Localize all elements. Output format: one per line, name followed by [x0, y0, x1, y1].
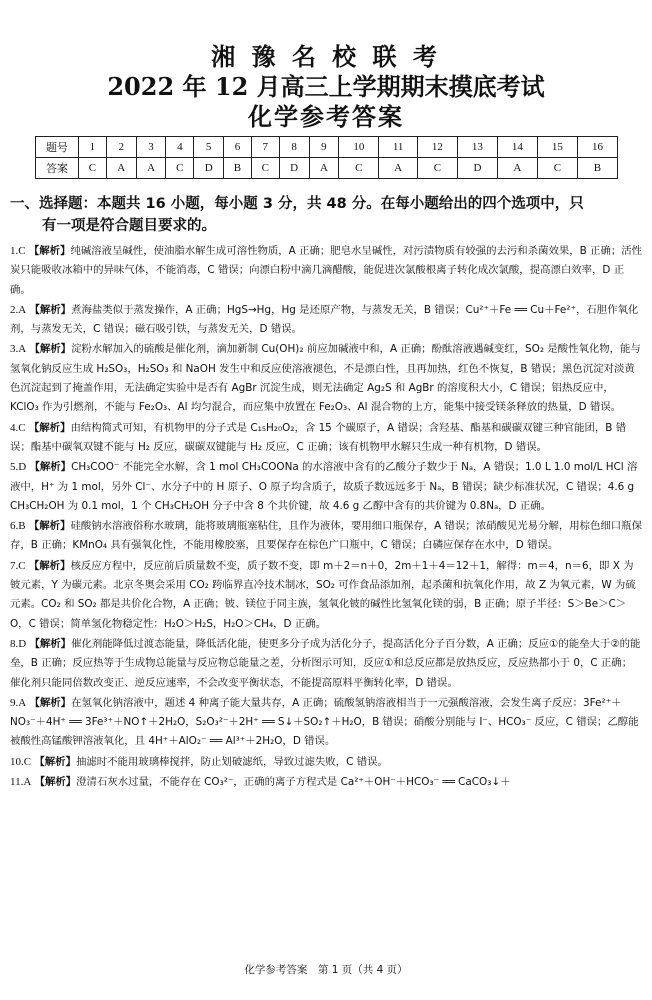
answer-cell: C	[339, 158, 379, 179]
question-number: 14	[497, 137, 537, 158]
question-number: 6	[224, 137, 252, 158]
explanation-item	[10, 753, 642, 772]
question-number-row	[36, 137, 618, 158]
item-number: 6.B	[10, 520, 26, 533]
explanation-item	[10, 419, 642, 458]
question-number: 4	[166, 137, 194, 158]
question-number: 1	[79, 137, 107, 158]
item-number: 10.C	[10, 755, 32, 768]
section-heading-line1: 一、选择题：本题共 16 小题，每小题 3 分，共 48 分。在每小题给出的四个选项中，只	[10, 196, 584, 212]
answer-cell: C	[166, 158, 194, 179]
answer-cell: A	[309, 158, 339, 179]
explanation-text: 煮海盐类似于蒸发操作，A 正确；HgS→Hg，Hg 是还原产物，与蒸发无关，B 错误；Cu²⁺＋Fe ══ Cu＋Fe²⁺，石胆作氧化剂，与蒸发无关，C 错误；磁石吸引铁，与蒸发无关，D 错误。	[10, 303, 639, 336]
answer-cell: A	[497, 158, 537, 179]
analysis-tag: 【解析】	[29, 696, 72, 709]
title-block	[0, 42, 652, 132]
analysis-tag: 【解析】	[28, 559, 71, 572]
section-heading-line2: 有一项是符合题目要求的。	[42, 218, 216, 234]
explanation-item	[10, 458, 642, 516]
answer-cell: C	[537, 158, 577, 179]
explanation-text: 纯碱溶液呈碱性，使油脂水解生成可溶性物质，A 正确；肥皂水呈碱性，对污渍物质有较强的去污和杀菌效果，B 正确；活性炭只能吸收冰箱中的异味气体，不能消毒，C 错误；向漂白粉中滴几滴醋酸，能促进次氯酸根离子转化成次氯酸，提高漂白效率，D 正确。	[10, 245, 643, 296]
row-label-question: 题号	[36, 137, 79, 158]
explanation-item	[10, 773, 642, 792]
answer-cell: C	[79, 158, 107, 179]
item-number: 8.D	[10, 637, 27, 650]
explanation-item	[10, 557, 642, 634]
row-label-answer: 答案	[36, 158, 79, 179]
item-number: 2.A	[10, 303, 27, 316]
explanation-text: 核反应方程中，反应前后质量数不变，质子数不变，即 m＋2＝n＋0，2m＋1＋4＝12＋1，解得：m＝4，n＝6，即 X 为铍元素，Y 为碳元素。北京冬奥会采用 CO₂ 跨临界直冷技术制冰，SO₂ 可作食品添加剂，起杀菌和抗氧化作用，故 Z 为氧元素，W 为硫元素。CO₂ 和 SO₂ 都是共价化合物，A 正确；铍、镁位于同主族，氢氧化铍的碱性比氢氧化镁的弱，B 正确；原子半径：S＞Be＞C＞O，C 错误；简单氢化物稳定性：H₂O＞H₂S，H₂O＞CH₄，D 正确。	[10, 559, 636, 630]
question-number: 9	[309, 137, 339, 158]
explanation-text: 抽滤时不能用玻璃棒搅拌，防止划破滤纸，导致过滤失败，C 错误。	[75, 755, 388, 768]
question-number: 10	[339, 137, 379, 158]
analysis-tag: 【解析】	[29, 637, 72, 650]
explanation-item	[10, 301, 642, 340]
answer-cell: A	[136, 158, 166, 179]
explanations	[10, 242, 642, 793]
item-number: 3.A	[10, 343, 27, 356]
question-number: 15	[537, 137, 577, 158]
analysis-tag: 【解析】	[28, 520, 71, 533]
question-number: 12	[417, 137, 457, 158]
explanation-text: 催化剂能降低过渡态能量，降低活化能，使更多分子成为活化分子，提高活化分子百分数，A 正确；反应①的能垒大于②的能垒，B 正确；反应热等于生成物总能量与反应物总能量之差，分析图示可知，反应①和总反应都是放热反应，反应热都小于 0，C 正确；催化剂只能同倍数改变正、逆反应速率，不会改变平衡状态，不能提高原料平衡转化率，D 错误。	[10, 637, 641, 689]
question-number: 16	[577, 137, 617, 158]
answer-cell: C	[417, 158, 457, 179]
analysis-tag: 【解析】	[34, 776, 77, 789]
answer-key-title: 化学参考答案	[248, 102, 404, 131]
explanation-item	[10, 340, 642, 417]
exam-name-title: 2022 年 12 月高三上学期期末摸底考试	[107, 72, 545, 101]
answer-cell: B	[224, 158, 252, 179]
answer-cell: D	[457, 158, 497, 179]
answer-cell: D	[194, 158, 224, 179]
analysis-tag: 【解析】	[34, 755, 76, 768]
question-number: 5	[194, 137, 224, 158]
answer-cell: B	[577, 158, 617, 179]
explanation-text: CH₃COO⁻ 不能完全水解，含 1 mol CH₃COONa 的水溶液中含有的乙酸分子数少于 Nₐ，A 错误；1.0 L 1.0 mol/L HCl 溶液中，H⁺ 为 1 mol，另外 Cl⁻、水分子中的 H 原子、O 原子均含质子，故质子数远远多于 Nₐ，B 错误；缺少标准状况，C 错误；4.6 g CH₃CH₂OH 为 0.1 mol，1 个 CH₃CH₂OH 分子中含 8 个共价键，故 4.6 g 乙醇中含有的共价键为 0.8Nₐ，D 正确。	[10, 461, 638, 512]
answer-table	[35, 136, 618, 179]
explanation-item	[10, 635, 642, 693]
section-heading	[10, 193, 640, 237]
answer-row	[36, 158, 618, 179]
answer-cell: A	[106, 158, 136, 179]
explanation-text: 澄清石灰水过量，不能存在 CO₃²⁻，正确的离子方程式是 Ca²⁺＋OH⁻＋HCO₃⁻ ══ CaCO₃↓＋	[76, 776, 511, 789]
question-number: 3	[136, 137, 166, 158]
explanation-item	[10, 517, 642, 556]
explanation-item	[10, 694, 642, 752]
question-number: 8	[279, 137, 309, 158]
item-number: 9.A	[10, 696, 27, 709]
exam-organizer-title: 湘 豫 名 校 联 考	[211, 42, 441, 71]
page-footer: 化学参考答案 第 1 页（共 4 页）	[244, 964, 408, 976]
question-number: 2	[106, 137, 136, 158]
explanation-text: 硅酸钠水溶液俗称水玻璃，能将玻璃瓶塞粘住，且作为液体，要用细口瓶保存，A 错误；浓硝酸见光易分解，用棕色细口瓶保存，B 正确；KMnO₄ 具有强氧化性，不能用橡胶塞，且要保存在棕色广口瓶中，C 错误；白磷应保存在水中，D 错误。	[10, 520, 642, 552]
item-number: 5.D	[10, 461, 27, 474]
question-number: 7	[251, 137, 279, 158]
item-number: 11.A	[10, 776, 32, 789]
item-number: 1.C	[10, 245, 26, 257]
question-number: 11	[379, 137, 418, 158]
question-number: 13	[457, 137, 497, 158]
item-number: 4.C	[10, 421, 26, 434]
answer-cell: C	[251, 158, 279, 179]
explanation-item	[10, 242, 642, 300]
analysis-tag: 【解析】	[28, 421, 71, 434]
explanation-text: 淀粉水解加入的硫酸是催化剂，滴加新制 Cu(OH)₂ 前应加碱液中和，A 正确；酚酞溶液遇碱变红，SO₂ 是酸性氧化物，能与氢氧化钠反应生成 H₂SO₃，H₂SO₃ 和 NaOH 发生中和反应使溶液褪色，不是漂白性，且再加热，红色不恢复，B 错误；黑色沉淀对淡黄色沉淀起到了掩盖作用，无法确定实验中是否有 AgBr 沉淀生成，则无法确定 Ag₂S 和 AgBr 的溶度积大小，C 错误；铝热反应中，KClO₃ 作为引燃剂，不能与 Fe₂O₃、Al 均匀混合，而应集中放置在 Fe₂O₃、Al 混合物的上方，能集中接受镁条释放的热量，D 错误。	[10, 343, 641, 414]
explanation-text: 由结构简式可知，有机物甲的分子式是 C₁₅H₂₀O₂，含 15 个碳原子，A 错误；含羟基、酯基和碳碳双键三种官能团，B 错误；酯基中碳氧双键不能与 H₂ 反应，碳碳双键能与 H₂ 反应，C 正确；该有机物甲水解只生成一种有机物，D 错误。	[10, 421, 627, 453]
explanation-text: 在氢氧化钠溶液中，题述 4 种离子能大量共存，A 正确；硫酸氢钠溶液相当于一元强酸溶液，会发生离子反应：3Fe²⁺＋NO₃⁻＋4H⁺ ══ 3Fe³⁺＋NO↑＋2H₂O，S₂O₃²⁻＋2H⁺ ══ S↓＋SO₂↑＋H₂O，B 错误；硝酸分别能与 I⁻、HCO₃⁻ 反应，C 错误；乙醇能被酸性高锰酸钾溶液氧化，且 4H⁺＋AlO₂⁻ ══ Al³⁺＋2H₂O，D 错误。	[10, 696, 639, 748]
analysis-tag: 【解析】	[29, 303, 72, 316]
answer-cell: A	[379, 158, 418, 179]
analysis-tag: 【解析】	[29, 343, 72, 356]
analysis-tag: 【解析】	[28, 245, 71, 257]
item-number: 7.C	[10, 559, 26, 572]
analysis-tag: 【解析】	[29, 461, 72, 474]
answer-cell: D	[279, 158, 309, 179]
